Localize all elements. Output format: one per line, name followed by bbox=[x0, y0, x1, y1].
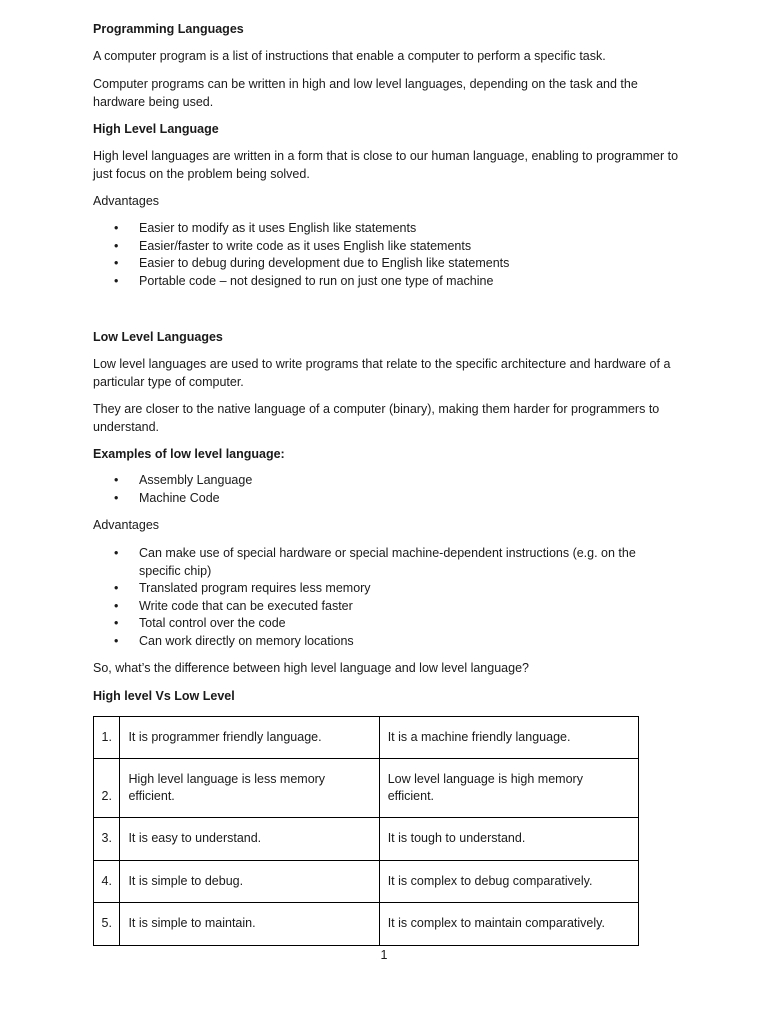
page-number: 1 bbox=[380, 948, 388, 962]
low-level-cell: It is complex to maintain comparatively. bbox=[379, 903, 638, 946]
bullet-icon: • bbox=[114, 473, 119, 487]
high-level-cell: It is easy to understand. bbox=[120, 818, 379, 861]
list-item: • Translated program requires less memory bbox=[93, 580, 683, 598]
high-level-description: High level languages are written in a form that is close to our human language, enabling to programmer to just focus on the problem being solved. bbox=[93, 149, 679, 181]
low-level-advantages-label: Advantages bbox=[93, 518, 160, 532]
high-level-cell: It is simple to maintain. bbox=[120, 903, 379, 946]
bullet-icon: • bbox=[114, 598, 119, 613]
high-level-cell: High level language is less memory efficient. bbox=[120, 759, 379, 818]
bullet-icon: • bbox=[114, 546, 119, 560]
intro-paragraph: Computer programs can be written in high and low level languages, depending on the task and the hardware being used. bbox=[93, 77, 638, 109]
list-item: • Total control over the code bbox=[93, 615, 683, 633]
high-level-cell: It is simple to debug. bbox=[120, 861, 379, 903]
document-title: Programming Languages bbox=[93, 22, 244, 36]
row-number: 2. bbox=[94, 759, 120, 818]
low-level-advantages-list bbox=[93, 545, 683, 650]
list-item: • Easier/faster to write code as it uses English like statements bbox=[93, 238, 683, 256]
intro-paragraph: A computer program is a list of instructions that enable a computer to perform a specific task. bbox=[93, 49, 606, 63]
table-row bbox=[94, 759, 639, 818]
list-item: • Easier to modify as it uses English like statements bbox=[93, 220, 683, 238]
list-item: • Can work directly on memory locations bbox=[93, 633, 683, 651]
list-item: • Assembly Language bbox=[93, 472, 683, 490]
low-level-examples-label: Examples of low level language: bbox=[93, 447, 285, 461]
low-level-description: They are closer to the native language of a computer (binary), making them harder for programmers to understand. bbox=[93, 402, 660, 434]
table-row bbox=[94, 903, 639, 946]
list-item: • Write code that can be executed faster bbox=[93, 598, 683, 616]
low-level-examples-list bbox=[93, 472, 683, 507]
low-level-cell: It is complex to debug comparatively. bbox=[379, 861, 638, 903]
comparison-question: So, what’s the difference between high level language and low level language? bbox=[93, 661, 529, 675]
comparison-heading: High level Vs Low Level bbox=[93, 689, 235, 703]
bullet-icon: • bbox=[114, 616, 119, 630]
bullet-icon: • bbox=[114, 581, 119, 595]
low-level-cell: It is a machine friendly language. bbox=[379, 717, 638, 759]
low-level-cell: It is tough to understand. bbox=[379, 818, 638, 861]
list-item: • Machine Code bbox=[93, 490, 683, 508]
row-number: 3. bbox=[94, 818, 120, 861]
row-number: 1. bbox=[94, 717, 120, 759]
table-row bbox=[94, 818, 639, 861]
bullet-icon: • bbox=[114, 256, 119, 270]
bullet-icon: • bbox=[114, 273, 119, 288]
high-level-cell: It is programmer friendly language. bbox=[120, 717, 379, 759]
row-number: 5. bbox=[94, 903, 120, 946]
table-row bbox=[94, 717, 639, 759]
high-level-advantages-list bbox=[93, 220, 683, 290]
low-level-cell: Low level language is high memory efficient. bbox=[379, 759, 638, 818]
comparison-table bbox=[93, 716, 639, 946]
low-level-heading: Low Level Languages bbox=[93, 330, 223, 344]
high-level-heading: High Level Language bbox=[93, 122, 219, 136]
row-number: 4. bbox=[94, 861, 120, 903]
list-item: • Portable code – not designed to run on just one type of machine bbox=[93, 273, 683, 291]
high-level-advantages-label: Advantages bbox=[93, 194, 160, 208]
bullet-icon: • bbox=[114, 633, 119, 648]
low-level-description: Low level languages are used to write programs that relate to the specific architecture and hardware of a particular type of computer. bbox=[93, 357, 671, 389]
bullet-icon: • bbox=[114, 490, 119, 505]
list-item: • Can make use of special hardware or special machine-dependent instructions (e.g. on the specific chip) bbox=[114, 546, 636, 578]
bullet-icon: • bbox=[114, 238, 119, 253]
bullet-icon: • bbox=[114, 221, 119, 235]
list-item: • Easier to debug during development due to English like statements bbox=[93, 255, 683, 273]
table-row bbox=[94, 861, 639, 903]
